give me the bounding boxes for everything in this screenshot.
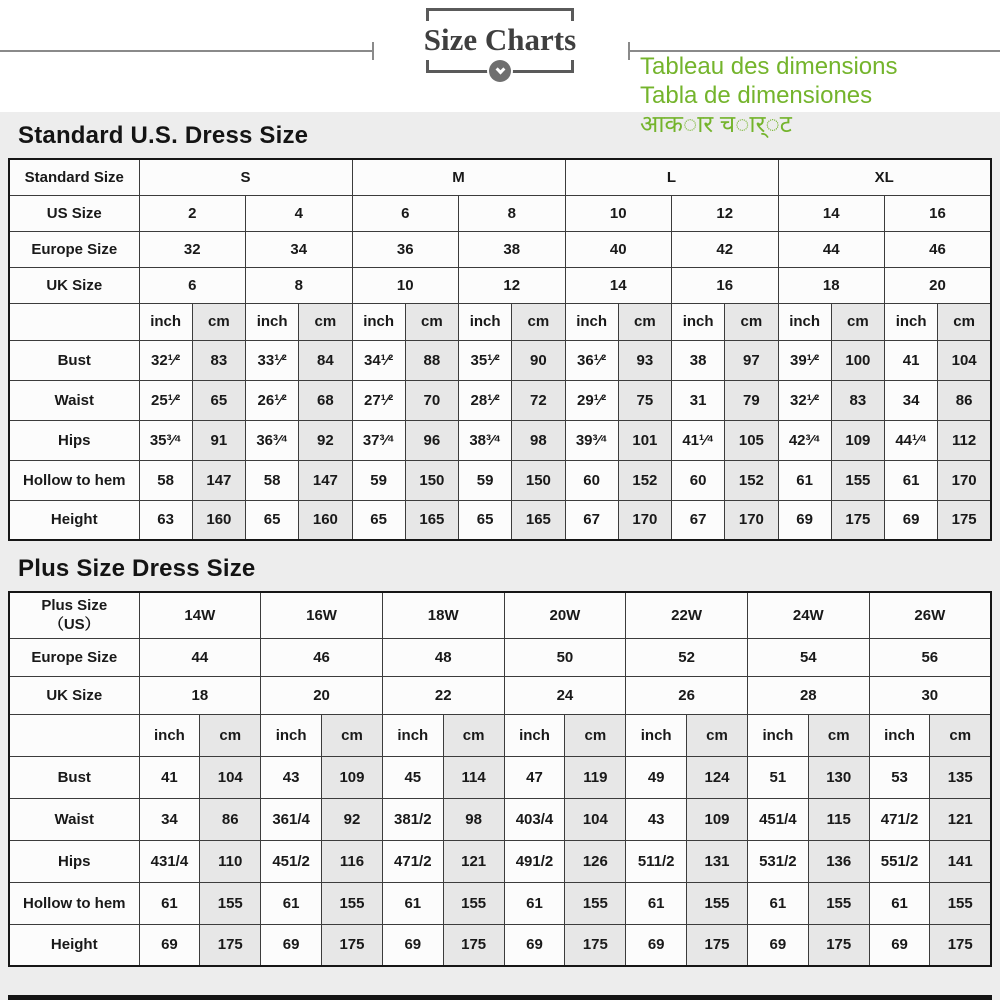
- unit-cell: cm: [512, 303, 565, 340]
- measure-cell: 61: [504, 882, 565, 924]
- size-header-row: [9, 231, 991, 267]
- measurement-row: [9, 756, 991, 798]
- row-label: Waist: [9, 380, 139, 420]
- unit-cell: cm: [405, 303, 458, 340]
- unit-cell: inch: [778, 303, 831, 340]
- measurement-row: [9, 924, 991, 966]
- row-label: Standard Size: [9, 159, 139, 195]
- measure-cell: 104: [938, 340, 991, 380]
- measurement-row: [9, 500, 991, 540]
- unit-cell: cm: [687, 714, 748, 756]
- row-label: Hollow to hem: [9, 460, 139, 500]
- unit-cell: inch: [139, 303, 192, 340]
- measurement-row: [9, 420, 991, 460]
- measure-cell: 75: [618, 380, 671, 420]
- unit-cell: inch: [459, 303, 512, 340]
- content-area: [0, 112, 1000, 1000]
- measure-cell: 43: [261, 756, 322, 798]
- measure-cell: 175: [831, 500, 884, 540]
- measure-cell: 155: [930, 882, 991, 924]
- cutoff-next-table-border: [8, 995, 992, 1000]
- measure-cell: 38³⁄⁴: [459, 420, 512, 460]
- row-label: Waist: [9, 798, 139, 840]
- measure-cell: 83: [831, 380, 884, 420]
- unit-cell: cm: [938, 303, 991, 340]
- row-label: Bust: [9, 340, 139, 380]
- measure-cell: 79: [725, 380, 778, 420]
- measure-cell: 155: [687, 882, 748, 924]
- size-header-row: [9, 676, 991, 714]
- measure-cell: 34: [885, 380, 938, 420]
- measure-cell: 45: [382, 756, 443, 798]
- size-cell: 52: [626, 638, 748, 676]
- measure-cell: 61: [382, 882, 443, 924]
- unit-cell: inch: [504, 714, 565, 756]
- measure-cell: 155: [443, 882, 504, 924]
- unit-cell: cm: [831, 303, 884, 340]
- measure-cell: 130: [808, 756, 869, 798]
- measure-cell: 61: [869, 882, 930, 924]
- size-header-row: [9, 267, 991, 303]
- size-cell: 42: [672, 231, 779, 267]
- measure-cell: 101: [618, 420, 671, 460]
- measurement-row: [9, 380, 991, 420]
- size-cell: L: [565, 159, 778, 195]
- measure-cell: 61: [626, 882, 687, 924]
- size-cell: 20: [261, 676, 383, 714]
- unit-cell: inch: [352, 303, 405, 340]
- measure-cell: 121: [930, 798, 991, 840]
- measure-cell: 471/2: [869, 798, 930, 840]
- size-cell: 24W: [747, 592, 869, 638]
- measure-cell: 451/4: [747, 798, 808, 840]
- measure-cell: 69: [778, 500, 831, 540]
- size-cell: 18: [778, 267, 885, 303]
- row-label: [9, 714, 139, 756]
- measure-cell: 49: [626, 756, 687, 798]
- size-cell: 20W: [504, 592, 626, 638]
- translated-subtitles: [640, 52, 898, 139]
- measure-cell: 69: [504, 924, 565, 966]
- unit-cell: inch: [246, 303, 299, 340]
- measure-cell: 33¹⁄²: [246, 340, 299, 380]
- measure-cell: 67: [672, 500, 725, 540]
- measure-cell: 65: [246, 500, 299, 540]
- size-cell: 28: [747, 676, 869, 714]
- measure-cell: 67: [565, 500, 618, 540]
- measure-cell: 126: [565, 840, 626, 882]
- measure-cell: 84: [299, 340, 352, 380]
- size-cell: 40: [565, 231, 672, 267]
- size-cell: 16W: [261, 592, 383, 638]
- row-label: Height: [9, 500, 139, 540]
- measure-cell: 175: [565, 924, 626, 966]
- measure-cell: 47: [504, 756, 565, 798]
- size-cell: XL: [778, 159, 991, 195]
- measure-cell: 160: [192, 500, 245, 540]
- measure-cell: 381/2: [382, 798, 443, 840]
- unit-cell: cm: [322, 714, 383, 756]
- subtitle-hindi: आक◌ार च◌ार्◌ट: [640, 111, 792, 138]
- size-header-row: [9, 195, 991, 231]
- plus-section-title: Plus Size Dress Size: [18, 555, 256, 582]
- measure-cell: 97: [725, 340, 778, 380]
- unit-cell: inch: [672, 303, 725, 340]
- measure-cell: 29¹⁄²: [565, 380, 618, 420]
- size-cell: 50: [504, 638, 626, 676]
- size-cell: 46: [885, 231, 992, 267]
- unit-header-row: [9, 303, 991, 340]
- unit-cell: inch: [869, 714, 930, 756]
- size-cell: 14: [565, 267, 672, 303]
- measure-cell: 150: [512, 460, 565, 500]
- measure-cell: 109: [687, 798, 748, 840]
- measure-cell: 165: [405, 500, 458, 540]
- row-label: Hips: [9, 840, 139, 882]
- measure-cell: 88: [405, 340, 458, 380]
- measure-cell: 170: [938, 460, 991, 500]
- unit-cell: cm: [443, 714, 504, 756]
- measure-cell: 531/2: [747, 840, 808, 882]
- measure-cell: 69: [747, 924, 808, 966]
- measure-cell: 41: [885, 340, 938, 380]
- size-cell: 36: [352, 231, 459, 267]
- size-cell: 14W: [139, 592, 261, 638]
- measure-cell: 170: [725, 500, 778, 540]
- measure-cell: 135: [930, 756, 991, 798]
- measure-cell: 37³⁄⁴: [352, 420, 405, 460]
- unit-cell: inch: [626, 714, 687, 756]
- measure-cell: 160: [299, 500, 352, 540]
- chevron-down-icon: [489, 60, 511, 82]
- plus-size-table: [8, 591, 992, 967]
- measure-cell: 41¹⁄⁴: [672, 420, 725, 460]
- size-cell: 44: [778, 231, 885, 267]
- measure-cell: 61: [747, 882, 808, 924]
- measure-cell: 511/2: [626, 840, 687, 882]
- measure-cell: 100: [831, 340, 884, 380]
- size-cell: 26: [626, 676, 748, 714]
- size-cell: 48: [382, 638, 504, 676]
- measure-cell: 69: [382, 924, 443, 966]
- measure-cell: 175: [200, 924, 261, 966]
- measure-cell: 431/4: [139, 840, 200, 882]
- measure-cell: 98: [443, 798, 504, 840]
- size-cell: 12: [459, 267, 566, 303]
- measure-cell: 91: [192, 420, 245, 460]
- measure-cell: 32¹⁄²: [139, 340, 192, 380]
- measurement-row: [9, 840, 991, 882]
- size-cell: 54: [747, 638, 869, 676]
- measure-cell: 165: [512, 500, 565, 540]
- size-header-row: [9, 638, 991, 676]
- measure-cell: 175: [930, 924, 991, 966]
- measure-cell: 109: [831, 420, 884, 460]
- measure-cell: 92: [299, 420, 352, 460]
- measure-cell: 170: [618, 500, 671, 540]
- row-label: Europe Size: [9, 638, 139, 676]
- unit-cell: cm: [725, 303, 778, 340]
- measure-cell: 42³⁄⁴: [778, 420, 831, 460]
- size-cell: 18W: [382, 592, 504, 638]
- measure-cell: 131: [687, 840, 748, 882]
- measure-cell: 155: [200, 882, 261, 924]
- unit-cell: inch: [382, 714, 443, 756]
- measure-cell: 93: [618, 340, 671, 380]
- size-cell: 18: [139, 676, 261, 714]
- measure-cell: 35¹⁄²: [459, 340, 512, 380]
- measure-cell: 53: [869, 756, 930, 798]
- measure-cell: 59: [352, 460, 405, 500]
- unit-cell: inch: [565, 303, 618, 340]
- unit-cell: inch: [747, 714, 808, 756]
- measure-cell: 60: [672, 460, 725, 500]
- measure-cell: 175: [808, 924, 869, 966]
- measure-cell: 31: [672, 380, 725, 420]
- measure-cell: 39¹⁄²: [778, 340, 831, 380]
- measure-cell: 155: [808, 882, 869, 924]
- size-cell: S: [139, 159, 352, 195]
- measure-cell: 61: [885, 460, 938, 500]
- measure-cell: 115: [808, 798, 869, 840]
- measure-cell: 36¹⁄²: [565, 340, 618, 380]
- unit-cell: cm: [565, 714, 626, 756]
- measure-cell: 34¹⁄²: [352, 340, 405, 380]
- measure-cell: 403/4: [504, 798, 565, 840]
- measure-cell: 61: [261, 882, 322, 924]
- size-cell: 6: [352, 195, 459, 231]
- measure-cell: 69: [261, 924, 322, 966]
- measure-cell: 65: [459, 500, 512, 540]
- measure-cell: 96: [405, 420, 458, 460]
- measure-cell: 112: [938, 420, 991, 460]
- row-label: UK Size: [9, 676, 139, 714]
- measure-cell: 491/2: [504, 840, 565, 882]
- measure-cell: 147: [192, 460, 245, 500]
- row-label: Bust: [9, 756, 139, 798]
- measure-cell: 69: [626, 924, 687, 966]
- measure-cell: 41: [139, 756, 200, 798]
- size-cell: 16: [885, 195, 992, 231]
- title-frame: [423, 8, 577, 73]
- size-cell: 22W: [626, 592, 748, 638]
- unit-cell: inch: [139, 714, 200, 756]
- measure-cell: 141: [930, 840, 991, 882]
- subtitle-spanish: Tabla de dimensiones: [640, 82, 873, 109]
- measure-cell: 150: [405, 460, 458, 500]
- measure-cell: 361/4: [261, 798, 322, 840]
- subtitle-french: Tableau des dimensions: [640, 53, 898, 80]
- measure-cell: 35³⁄⁴: [139, 420, 192, 460]
- measure-cell: 152: [725, 460, 778, 500]
- left-divider-line: [0, 50, 374, 52]
- row-label: Height: [9, 924, 139, 966]
- row-label: US Size: [9, 195, 139, 231]
- size-cell: 44: [139, 638, 261, 676]
- measure-cell: 60: [565, 460, 618, 500]
- measurement-row: [9, 798, 991, 840]
- measure-cell: 136: [808, 840, 869, 882]
- measure-cell: 121: [443, 840, 504, 882]
- measure-cell: 155: [322, 882, 383, 924]
- measure-cell: 34: [139, 798, 200, 840]
- measure-cell: 105: [725, 420, 778, 460]
- measure-cell: 83: [192, 340, 245, 380]
- measure-cell: 114: [443, 756, 504, 798]
- unit-cell: cm: [200, 714, 261, 756]
- measure-cell: 551/2: [869, 840, 930, 882]
- measure-cell: 69: [885, 500, 938, 540]
- size-cell: 6: [139, 267, 246, 303]
- unit-header-row: [9, 714, 991, 756]
- measure-cell: 28¹⁄²: [459, 380, 512, 420]
- measure-cell: 51: [747, 756, 808, 798]
- measure-cell: 25¹⁄²: [139, 380, 192, 420]
- measure-cell: 175: [443, 924, 504, 966]
- size-cell: 10: [565, 195, 672, 231]
- row-label: Europe Size: [9, 231, 139, 267]
- measure-cell: 175: [938, 500, 991, 540]
- measure-cell: 44¹⁄⁴: [885, 420, 938, 460]
- measure-cell: 39³⁄⁴: [565, 420, 618, 460]
- measure-cell: 175: [322, 924, 383, 966]
- size-cell: 20: [885, 267, 992, 303]
- measure-cell: 86: [200, 798, 261, 840]
- measure-cell: 98: [512, 420, 565, 460]
- row-label: Hollow to hem: [9, 882, 139, 924]
- unit-cell: cm: [618, 303, 671, 340]
- size-cell: 56: [869, 638, 991, 676]
- row-label: Plus Size （US）: [9, 592, 139, 638]
- unit-cell: cm: [299, 303, 352, 340]
- unit-cell: cm: [930, 714, 991, 756]
- unit-cell: cm: [192, 303, 245, 340]
- measure-cell: 70: [405, 380, 458, 420]
- measure-cell: 38: [672, 340, 725, 380]
- measure-cell: 69: [139, 924, 200, 966]
- measure-cell: 58: [246, 460, 299, 500]
- measure-cell: 110: [200, 840, 261, 882]
- size-cell: 10: [352, 267, 459, 303]
- measure-cell: 69: [869, 924, 930, 966]
- size-cell: 2: [139, 195, 246, 231]
- size-cell: 8: [246, 267, 353, 303]
- bracket-bottom-ornament: [426, 60, 574, 73]
- measure-cell: 90: [512, 340, 565, 380]
- measure-cell: 32¹⁄²: [778, 380, 831, 420]
- measure-cell: 59: [459, 460, 512, 500]
- measure-cell: 26¹⁄²: [246, 380, 299, 420]
- measure-cell: 124: [687, 756, 748, 798]
- measure-cell: 119: [565, 756, 626, 798]
- size-cell: 24: [504, 676, 626, 714]
- size-cell: 8: [459, 195, 566, 231]
- measure-cell: 58: [139, 460, 192, 500]
- measure-cell: 471/2: [382, 840, 443, 882]
- row-label: UK Size: [9, 267, 139, 303]
- size-cell: M: [352, 159, 565, 195]
- size-cell: 32: [139, 231, 246, 267]
- measure-cell: 65: [192, 380, 245, 420]
- measure-cell: 43: [626, 798, 687, 840]
- size-header-row: [9, 159, 991, 195]
- measure-cell: 68: [299, 380, 352, 420]
- measure-cell: 116: [322, 840, 383, 882]
- size-cell: 4: [246, 195, 353, 231]
- measure-cell: 155: [565, 882, 626, 924]
- measure-cell: 61: [139, 882, 200, 924]
- unit-cell: inch: [885, 303, 938, 340]
- size-header-row: [9, 592, 991, 638]
- measure-cell: 65: [352, 500, 405, 540]
- measure-cell: 104: [200, 756, 261, 798]
- unit-cell: cm: [808, 714, 869, 756]
- size-cell: 30: [869, 676, 991, 714]
- size-cell: 26W: [869, 592, 991, 638]
- size-cell: 12: [672, 195, 779, 231]
- measure-cell: 104: [565, 798, 626, 840]
- measure-cell: 155: [831, 460, 884, 500]
- measure-cell: 72: [512, 380, 565, 420]
- bracket-top-ornament: [426, 8, 574, 21]
- size-cell: 22: [382, 676, 504, 714]
- measurement-row: [9, 460, 991, 500]
- measurement-row: [9, 340, 991, 380]
- measure-cell: 92: [322, 798, 383, 840]
- measure-cell: 109: [322, 756, 383, 798]
- measure-cell: 27¹⁄²: [352, 380, 405, 420]
- measurement-row: [9, 882, 991, 924]
- standard-section-title: Standard U.S. Dress Size: [18, 122, 309, 149]
- measure-cell: 152: [618, 460, 671, 500]
- measure-cell: 61: [778, 460, 831, 500]
- standard-size-table: [8, 158, 992, 541]
- unit-cell: inch: [261, 714, 322, 756]
- size-cell: 34: [246, 231, 353, 267]
- measure-cell: 36³⁄⁴: [246, 420, 299, 460]
- row-label: Hips: [9, 420, 139, 460]
- measure-cell: 451/2: [261, 840, 322, 882]
- measure-cell: 63: [139, 500, 192, 540]
- size-cell: 46: [261, 638, 383, 676]
- row-label: [9, 303, 139, 340]
- page-title: Size Charts: [423, 22, 577, 57]
- size-cell: 16: [672, 267, 779, 303]
- size-cell: 38: [459, 231, 566, 267]
- measure-cell: 175: [687, 924, 748, 966]
- measure-cell: 147: [299, 460, 352, 500]
- measure-cell: 86: [938, 380, 991, 420]
- size-cell: 14: [778, 195, 885, 231]
